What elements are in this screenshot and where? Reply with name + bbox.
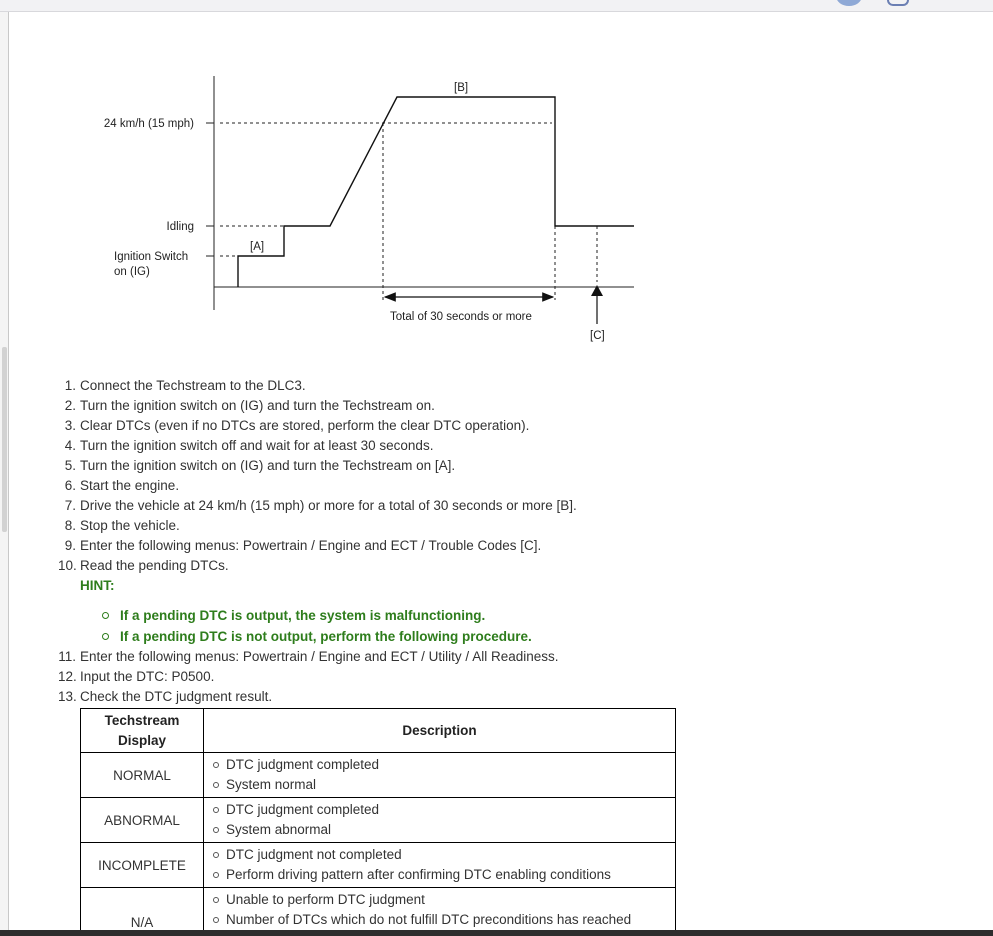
bottom-bar bbox=[0, 930, 993, 936]
list-item: 12. Input the DTC: P0500. bbox=[58, 669, 215, 684]
label-ig-line2: on (IG) bbox=[114, 266, 150, 278]
dtc-judgment-table bbox=[80, 708, 676, 933]
table-row bbox=[81, 753, 676, 798]
header-description: Description bbox=[204, 709, 676, 753]
marker-b: [B] bbox=[454, 82, 469, 94]
list-item: 11. Enter the following menus: Powertrain / Engine and ECT / Utility / All Readiness. bbox=[58, 649, 559, 664]
cell-description: DTC judgment not completed Perform driving pattern after confirming DTC enabling conditions bbox=[204, 843, 676, 888]
cell-description: DTC judgment completed System abnormal bbox=[204, 798, 676, 843]
table-row bbox=[81, 798, 676, 843]
duration-label: Total of 30 seconds or more bbox=[390, 311, 532, 323]
hint-list bbox=[100, 605, 532, 647]
list-item: 4. Turn the ignition switch off and wait for at least 30 seconds. bbox=[64, 438, 434, 453]
list-item: 5. Turn the ignition switch on (IG) and turn the Techstream on [A]. bbox=[64, 458, 456, 473]
cell-display: NORMAL bbox=[81, 753, 204, 798]
label-speed: 24 km/h (15 mph) bbox=[103, 118, 194, 130]
cell-display: INCOMPLETE bbox=[81, 843, 204, 888]
list-item: 3. Clear DTCs (even if no DTCs are stored, perform the clear DTC operation). bbox=[64, 418, 530, 433]
list-item: 9. Enter the following menus: Powertrain / Engine and ECT / Trouble Codes [C]. bbox=[64, 538, 542, 553]
label-idling: Idling bbox=[166, 221, 194, 233]
list-item: 8. Stop the vehicle. bbox=[64, 518, 180, 533]
list-item: 2. Turn the ignition switch on (IG) and turn the Techstream on. bbox=[64, 398, 435, 413]
list-item: 1. Connect the Techstream to the DLC3. bbox=[64, 378, 306, 393]
table-row bbox=[81, 888, 676, 933]
procedure-steps-continued bbox=[58, 647, 559, 707]
hint-item: If a pending DTC is output, the system is malfunctioning. bbox=[100, 605, 532, 626]
scrollbar-thumb[interactable] bbox=[2, 347, 7, 532]
cell-description: Unable to perform DTC judgment Number of DTCs which do not fulfill DTC preconditions has reached bbox=[204, 888, 676, 933]
cell-description: DTC judgment completed System normal bbox=[204, 753, 676, 798]
table-row bbox=[81, 843, 676, 888]
cell-display: ABNORMAL bbox=[81, 798, 204, 843]
list-item: 10. Read the pending DTCs. bbox=[58, 558, 229, 573]
hint-item: If a pending DTC is not output, perform the following procedure. bbox=[100, 626, 532, 647]
list-item: 7. Drive the vehicle at 24 km/h (15 mph) or more for a total of 30 seconds or more [B]. bbox=[64, 498, 577, 513]
marker-c: [C] bbox=[590, 330, 605, 342]
drive-pattern-diagram bbox=[0, 0, 993, 360]
marker-a: [A] bbox=[250, 241, 265, 253]
procedure-steps bbox=[58, 376, 577, 576]
cell-display: N/A bbox=[81, 888, 204, 933]
list-item: 13. Check the DTC judgment result. bbox=[58, 689, 273, 704]
hint-label: HINT: bbox=[80, 578, 115, 593]
label-ig-line1: Ignition Switch bbox=[114, 251, 189, 263]
list-item: 6. Start the engine. bbox=[64, 478, 180, 493]
speed-profile-line bbox=[238, 97, 634, 287]
header-display: Techstream Display bbox=[81, 709, 204, 753]
